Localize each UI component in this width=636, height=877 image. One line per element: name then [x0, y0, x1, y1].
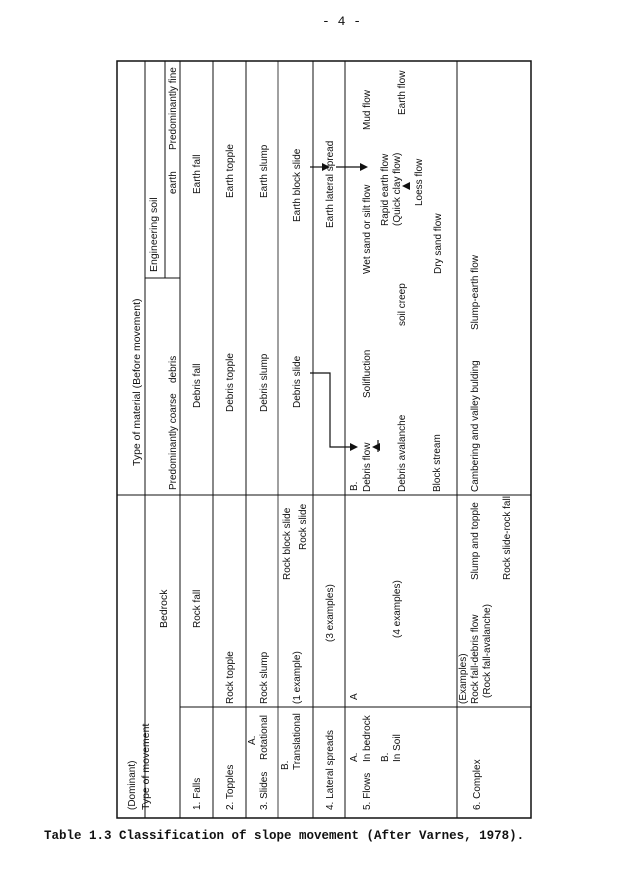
slides-rot-debris: Debris slump [259, 353, 270, 412]
lateral-row [325, 141, 336, 810]
type-of-material-label: Type of material (Before movement) [131, 298, 143, 466]
flows-row [349, 70, 444, 810]
flows-b-letter: B. [380, 752, 391, 762]
type-of-movement-label: Type of movement [140, 723, 152, 810]
mudflow-arrowhead [360, 163, 368, 171]
complex-row [458, 254, 513, 810]
flows-earth-flow: Earth flow [397, 70, 408, 115]
slides-trans-earth: Earth block slide [292, 148, 303, 222]
flows-soil-creep: soil creep [397, 283, 408, 326]
flows-debris-avalanche: Debris avalanche [397, 414, 408, 492]
debris-flow-up-arrowhead [372, 443, 380, 451]
complex-examples: (Examples) [458, 653, 469, 704]
flows-rapid-earth: Rapid earth flow [380, 153, 391, 226]
flows-bedrock-examples: (4 examples) [392, 580, 403, 638]
flows-debris-flow: Debris flow [362, 442, 373, 492]
falls-earth: Earth fall [192, 154, 203, 194]
topples-row [225, 144, 236, 810]
slides-rot-bedrock: Rock slump [259, 651, 270, 704]
table-caption: Table 1.3 Classification of slope movement (After Varnes, 1978). [44, 829, 525, 843]
flows-dry-sand: Dry sand flow [433, 213, 444, 274]
falls-label: 1. Falls [192, 777, 203, 810]
topples-label: 2. Topples [225, 764, 236, 810]
slides-rot-earth: Earth slump [259, 144, 270, 198]
falls-row [192, 155, 203, 810]
debris-header: debris [168, 355, 179, 383]
topples-bedrock: Rock topple [225, 651, 236, 704]
slides-label: 3. Slides [259, 771, 270, 810]
complex-slump-earth: Slump-earth flow [470, 254, 481, 330]
slides-translational-letter: B. [280, 760, 291, 770]
flows-mud: Mud flow [362, 89, 373, 130]
page-number: - 4 - [322, 14, 362, 29]
flows-b-marker: B. [349, 481, 360, 491]
dominant-label: (Dominant) [127, 760, 138, 810]
bedrock-header: Bedrock [158, 589, 170, 628]
header-texts [127, 67, 179, 810]
topples-earth: Earth topple [225, 144, 236, 198]
slides-trans-example: (1 example) [292, 651, 303, 704]
flows-block-stream: Block stream [432, 434, 443, 492]
debris-slide-to-flow-arrow [310, 373, 352, 447]
topples-debris: Debris topple [225, 353, 236, 412]
flows-solifluction: Solifluction [362, 349, 373, 398]
engineering-soil-header: Engineering soil [148, 197, 160, 272]
predominantly-fine-header: Predominantly fine [168, 67, 179, 150]
falls-debris: Debris fall [192, 363, 203, 408]
complex-slump-topple: Slump and topple [470, 502, 481, 580]
flows-loess: Loess flow [414, 158, 425, 206]
complex-rock-fall-avalanche: (Rock fall-avalanche) [482, 604, 493, 698]
slides-rotational: Rotational [259, 714, 270, 760]
flows-label: 5. Flows [362, 772, 373, 810]
complex-cambering: Cambering and valley bulding [470, 360, 481, 492]
flows-in-bedrock: In bedrock [362, 715, 373, 762]
flows-in-soil: In Soil [392, 734, 403, 762]
falls-bedrock: Rock fall [192, 589, 203, 628]
lateral-bedrock: (3 examples) [325, 584, 336, 642]
debris-flow-arrowhead [350, 443, 358, 451]
earth-header: earth [168, 171, 179, 194]
predominantly-coarse-header: Predominantly coarse [168, 393, 179, 490]
flows-quick-clay: (Quick clay flow) [392, 152, 403, 226]
slides-trans-debris: Debris slide [292, 355, 303, 408]
complex-rock-slide-fall: Rock slide-rock fall [502, 496, 513, 580]
lateral-earth: Earth lateral spread [325, 140, 336, 228]
slides-translational: Translational [292, 713, 303, 770]
lateral-label: 4. Lateral spreads [325, 729, 336, 810]
flows-wet-sand: Wet sand or silt flow [362, 184, 373, 274]
quick-clay-arrowhead [402, 182, 410, 190]
complex-rock-fall-debris: Rock fall-debris flow [470, 614, 481, 704]
slides-rock-block-slide: Rock block slide [282, 507, 293, 580]
complex-label: 6. Complex [472, 759, 483, 810]
flows-a-marker: A [349, 693, 360, 700]
slides-rock-slide: Rock slide [298, 503, 309, 550]
flows-a-letter: A. [349, 752, 360, 762]
slides-rotational-letter: A. [247, 735, 258, 745]
